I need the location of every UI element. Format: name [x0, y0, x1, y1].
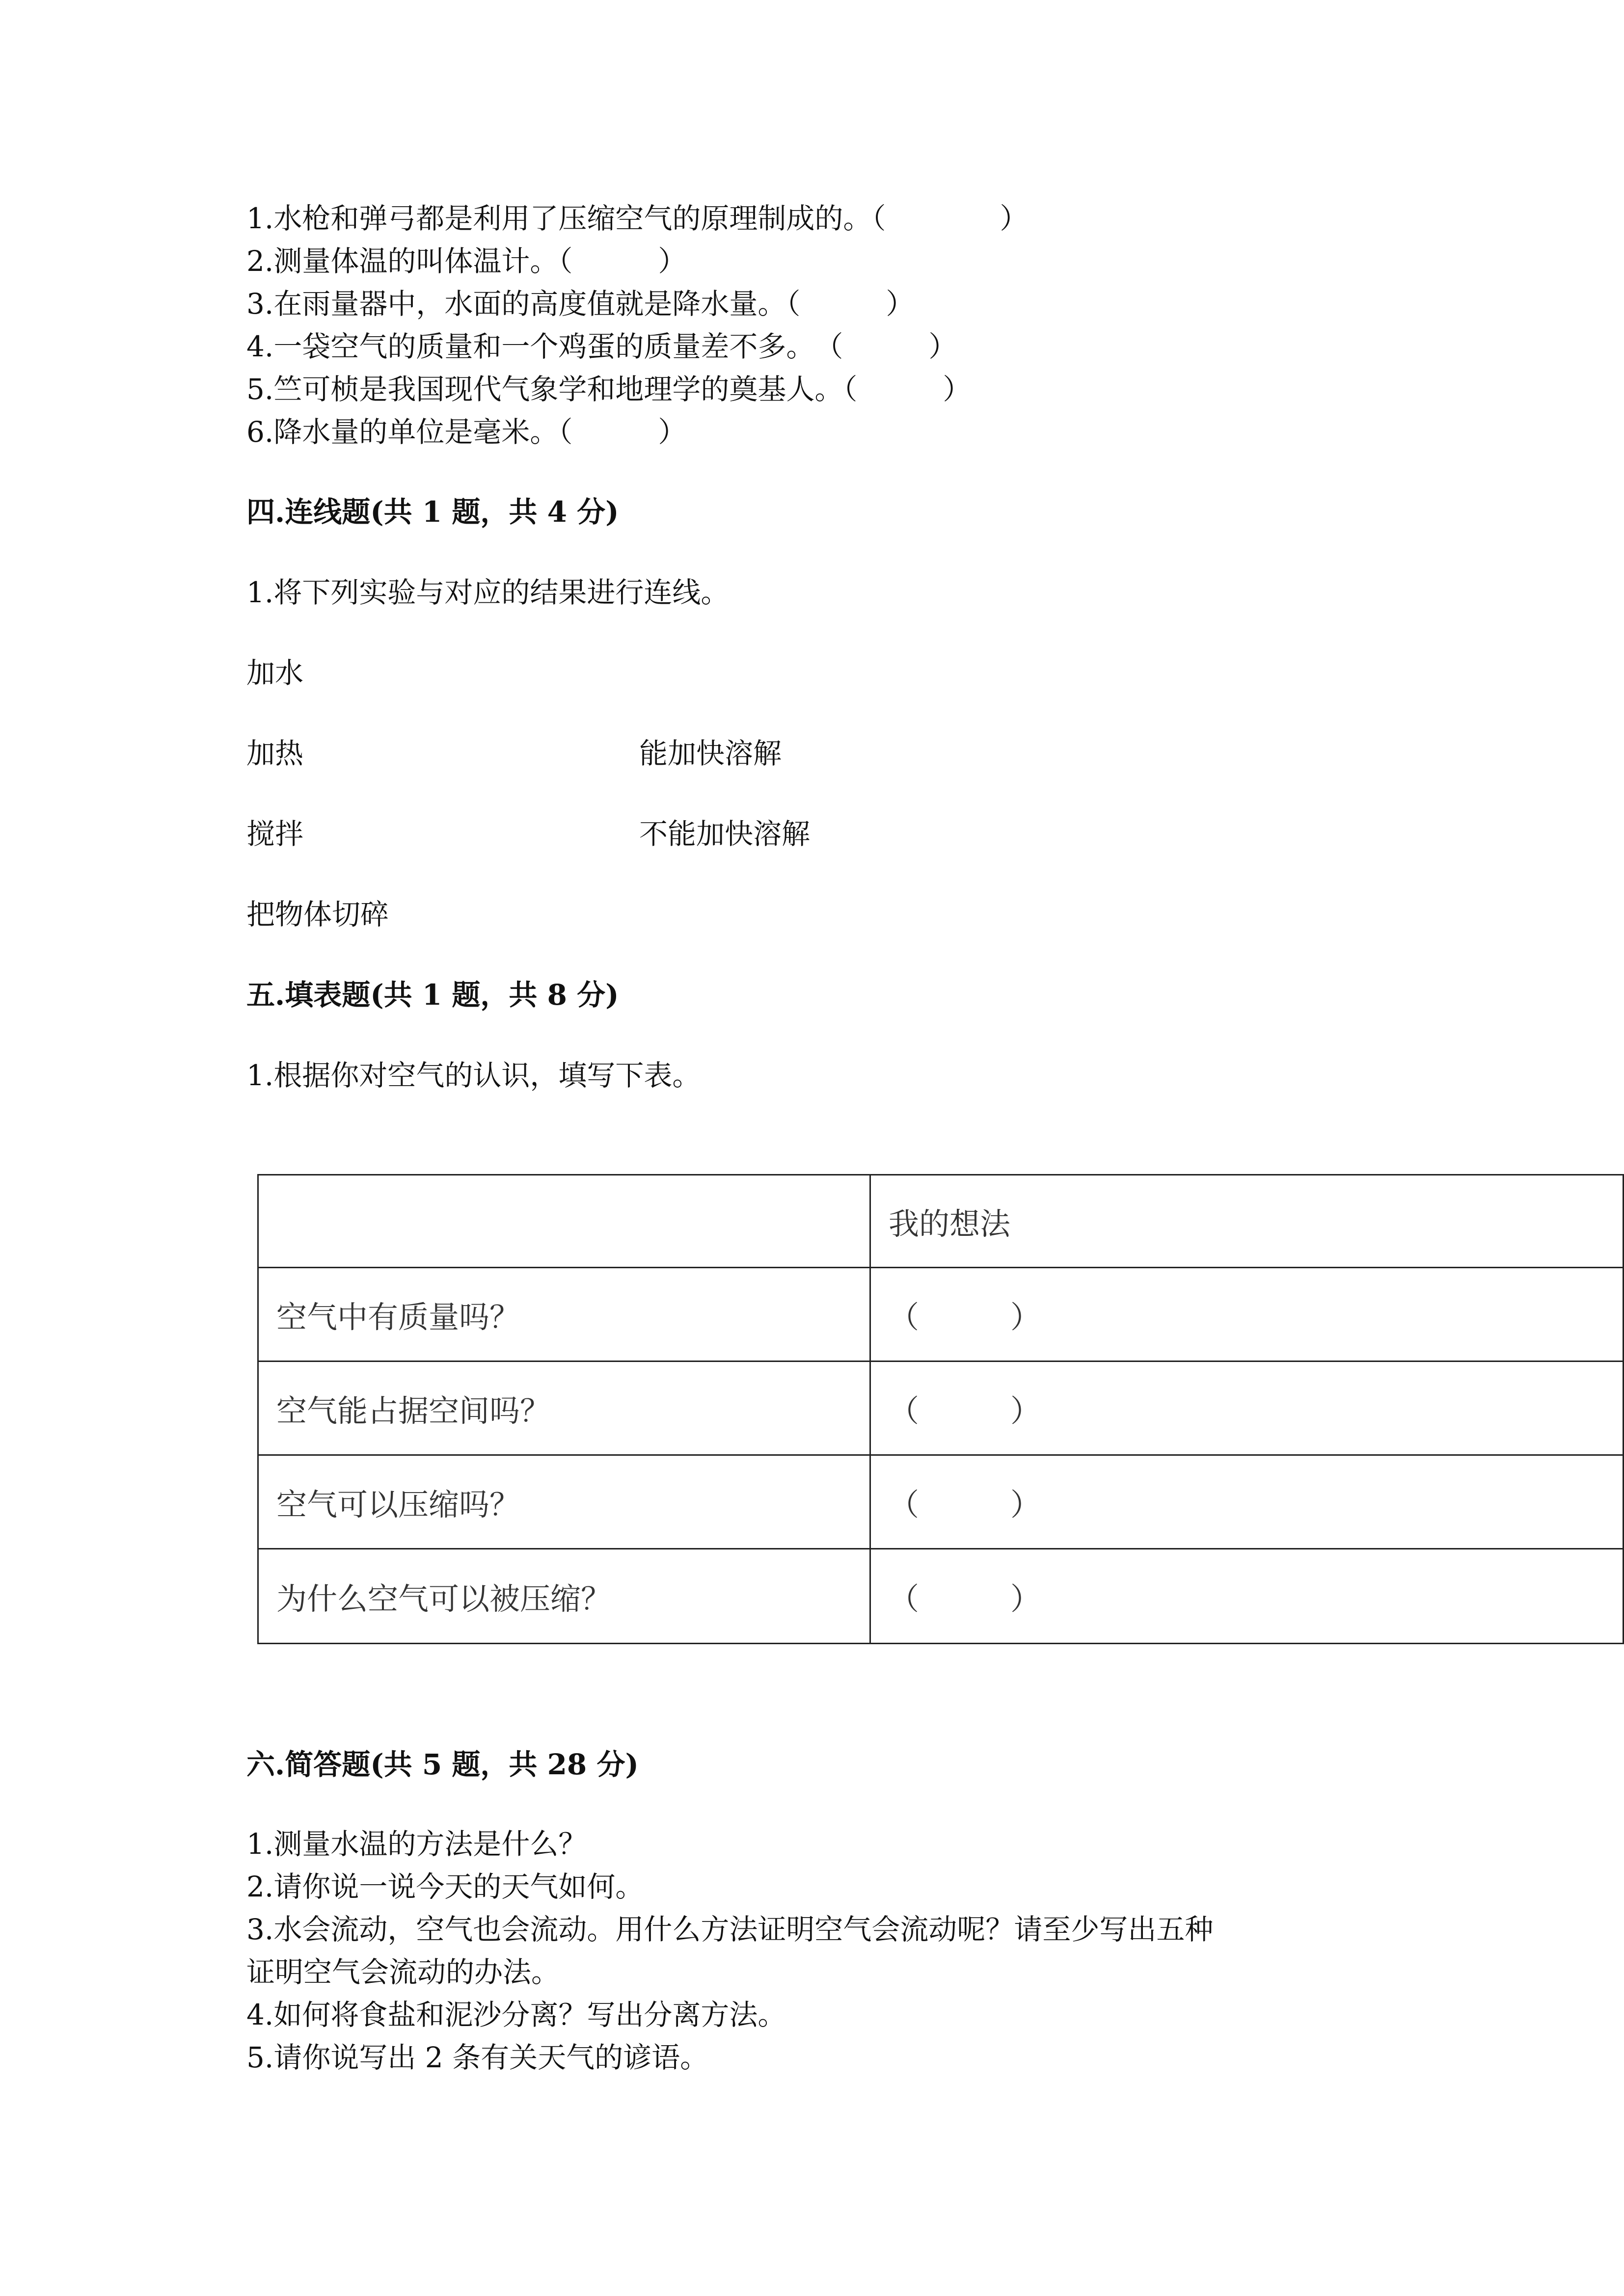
answer-blank[interactable]: （ ） — [870, 1268, 1624, 1362]
section5-heading: 五.填表题(共 1 题，共 8 分) — [246, 978, 619, 1012]
section5-question: 1.根据你对空气的认识，填写下表。 — [246, 1059, 701, 1092]
match-left-2[interactable]: 加热 — [246, 737, 304, 770]
table-row-question: 为什么空气可以被压缩？ — [258, 1549, 870, 1644]
table-header-row — [258, 1175, 1624, 1268]
tf-item-2: 2.测量体温的叫体温计。（ ） — [246, 244, 687, 278]
answer-blank[interactable]: （ ） — [870, 1362, 1624, 1455]
table-header-my-idea: 我的想法 — [870, 1175, 1624, 1268]
short-answer-3-cont: 证明空气会流动的办法。 — [246, 1955, 560, 1989]
short-answer-5: 5.请你说写出 2 条有关天气的谚语。 — [246, 2041, 709, 2074]
short-answer-1: 1.测量水温的方法是什么？ — [246, 1827, 587, 1861]
answer-blank[interactable]: （ ） — [870, 1549, 1624, 1644]
tf-item-6: 6.降水量的单位是毫米。（ ） — [246, 415, 687, 449]
match-left-1[interactable]: 加水 — [246, 656, 304, 690]
air-knowledge-table — [257, 1174, 1624, 1644]
table-row — [258, 1362, 1624, 1455]
section4-question: 1.将下列实验与对应的结果进行连线。 — [246, 576, 730, 609]
table-header-blank — [258, 1175, 870, 1268]
table-row — [258, 1268, 1624, 1362]
table-row-question: 空气中有质量吗？ — [258, 1268, 870, 1362]
match-left-3[interactable]: 搅拌 — [246, 817, 304, 851]
match-right-1[interactable]: 能加快溶解 — [639, 737, 782, 770]
tf-item-4: 4.一袋空气的质量和一个鸡蛋的质量差不多。 （ ） — [246, 330, 957, 363]
short-answer-4: 4.如何将食盐和泥沙分离？写出分离方法。 — [246, 1998, 786, 2031]
short-answer-2: 2.请你说一说今天的天气如何。 — [246, 1870, 644, 1903]
match-right-2[interactable]: 不能加快溶解 — [639, 817, 811, 851]
table-row — [258, 1455, 1624, 1549]
table-row-question: 空气可以压缩吗？ — [258, 1455, 870, 1549]
tf-item-5: 5.竺可桢是我国现代气象学和地理学的奠基人。（ ） — [246, 373, 972, 406]
match-left-4[interactable]: 把物体切碎 — [246, 898, 389, 931]
tf-item-3: 3.在雨量器中，水面的高度值就是降水量。（ ） — [246, 287, 915, 320]
table-row-question: 空气能占据空间吗？ — [258, 1362, 870, 1455]
short-answer-3: 3.水会流动，空气也会流动。用什么方法证明空气会流动呢？请至少写出五种 — [246, 1913, 1214, 1946]
section6-heading: 六.简答题(共 5 题，共 28 分) — [246, 1748, 639, 1781]
table-row — [258, 1549, 1624, 1644]
tf-item-1: 1.水枪和弹弓都是利用了压缩空气的原理制成的。（ ） — [246, 202, 1029, 235]
answer-blank[interactable]: （ ） — [870, 1455, 1624, 1549]
section4-heading: 四.连线题(共 1 题，共 4 分) — [246, 495, 619, 529]
